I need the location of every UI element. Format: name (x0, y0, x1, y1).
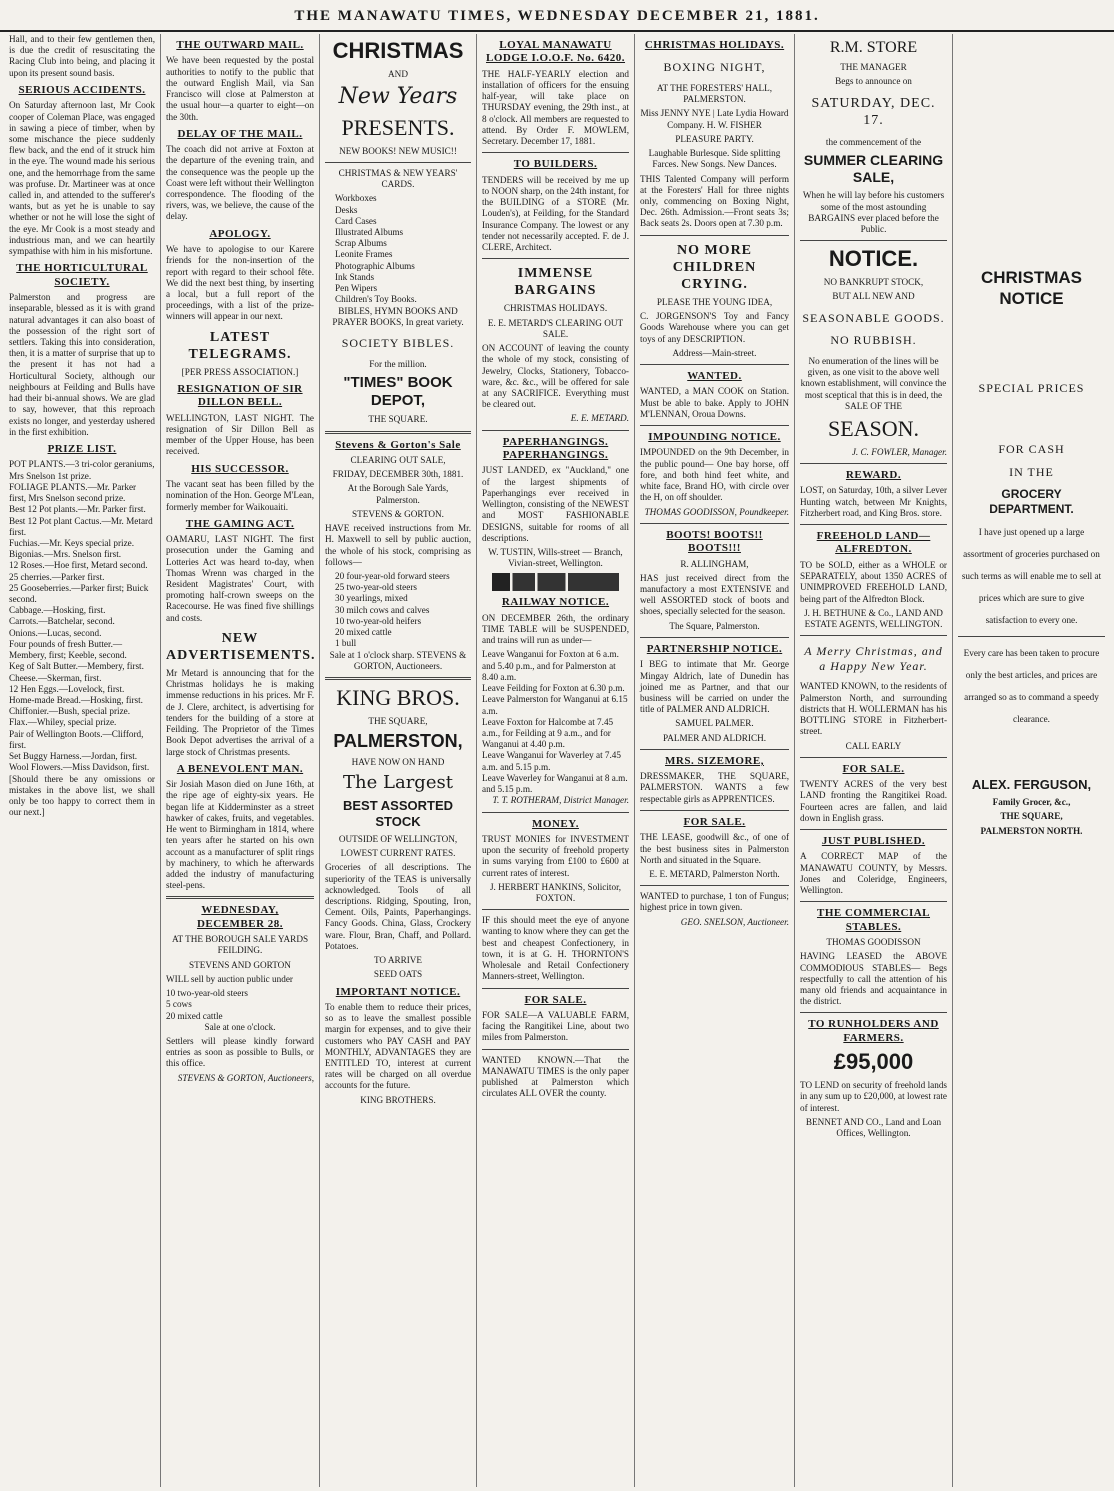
for-cash: FOR CASH (998, 442, 1065, 457)
bethune: J. H. BETHUNE & Co., LAND AND ESTATE AGENTS, WELLINGTON. (804, 607, 943, 629)
freehold-notice: TO be SOLD, either as a WHOLE or SEPARATELY, about 1350 ACRES of UNIMPROVED FREEHOLD LAND, being part of the Alfredton Block. (800, 559, 947, 604)
fungus-wanted: WANTED to purchase, 1 ton of Fungus; highest price in town given. (640, 891, 789, 913)
list-item: Wool Flowers.—Miss Davidson, first. (9, 762, 150, 773)
divider (640, 425, 789, 426)
signature: STEVENS & GORTON, Auctioneers, (177, 1072, 314, 1083)
palmerston-north: PALMERSTON NORTH. (980, 825, 1083, 836)
list-item: Leave Waverley for Wanganui at 8 a.m. and 5.15 p.m. (482, 772, 628, 795)
divider (640, 885, 789, 886)
lodge-notice: THE HALF-YEARLY election and installation of officers for the ensuing half-year, will take place on THURSDAY evening, the 29th inst., at 8 o'clock. All members are requested to attend. By Order F. MOWLEM, Secretary. December 17, 1881. (482, 68, 629, 147)
list-item: Fuchias.—Mr. Keys special prize. (9, 537, 135, 548)
and-label: AND (388, 68, 408, 79)
instructions: HAVE received instructions from Mr. H. Maxwell to sell by public auction, the whole of his stock, comprising as follows— (325, 523, 471, 567)
heading-reward: REWARD. (845, 469, 902, 482)
aldrich: PALMER AND ALDRICH. (662, 732, 767, 743)
divider (800, 635, 947, 636)
company-notice: THIS Talented Company will perform at the Foresters' Hall for three nights only, commencing on Boxing Night, Dec. 26th. Admission.—Front seats 3s; Back seats 2s. Doors open at 7.30 p.m. (640, 173, 789, 229)
lots-list (325, 571, 471, 650)
hankins: J. HERBERT HANKINS, Solicitor, FOXTON. (489, 881, 622, 904)
wollerman: WANTED KNOWN, to the residents of Palmerston North, and surrounding districts that H. WOLLERMAN has his BOTTLING STORE in Fitzherbert-street. (800, 681, 947, 737)
list-item: 30 yearlings, mixed (335, 593, 408, 604)
heading-runholders: TO RUNHOLDERS AND FARMERS. (808, 1018, 939, 1044)
divider (482, 430, 629, 431)
king-square: THE SQUARE, (368, 715, 428, 726)
list-item: POT PLANTS.—3 tri-color geraniums, Mrs Snelson 1st prize. (9, 459, 155, 481)
all-new: BUT ALL NEW AND (832, 291, 915, 302)
stock-list (166, 988, 314, 1022)
list-item: Children's Toy Books. (335, 294, 417, 305)
list-item: Cheese.—Skerman, first. (9, 672, 102, 683)
the-square: THE SQUARE. (368, 414, 428, 425)
mail-article: We have been requested by the postal authorities to notify to the public that the outward English Mail, via San Francisco will close at Palmerston at the usual hour—a quarter to eight—on the 30th. (166, 55, 314, 122)
fowler: J. C. FOWLER, Manager. (851, 446, 947, 457)
heading-prize-list: PRIZE LIST. (47, 443, 117, 455)
money-notice: TRUST MONIES for INVESTMENT upon the security of freehold property in sums varying from £100 to £600 at current rates of interest. (482, 833, 629, 878)
list-item: Pen Wipers (335, 283, 378, 294)
important-notice: To enable them to reduce their prices, so as to leave the smallest possible margin for expenses, and to give their customers who PAY CASH and PAY MONTHLY, ADVANTAGES they are ENTITLED TO, interest at current rates will be charged on all overdue accounts for the future. (325, 1001, 471, 1091)
metard-sale: E. E. METARD'S CLEARING OUT SALE. (487, 317, 624, 339)
confectionery: IF this should meet the eye of anyone wanting to know where they can get the best and cheapest Confectionery, in town, it is at G. H. THORNTON'S Wholesale and Retail Confectionery Manners-street, Wellington. (482, 915, 629, 982)
manager: THE MANAGER (840, 61, 907, 72)
divider (640, 235, 789, 236)
spacer (958, 313, 1105, 373)
groceries: Groceries of all descriptions. The superiority of the TEAS is universally acknowledged. Tools of all descriptions. Ridging, Spouting, Iron, Cement. Oils, Paints, Paperhangings. Fancy Goods. China, Glass, Crockery ware. Flour, Bran, Chaff, and Pollard. Potatoes. (325, 862, 471, 951)
list-item: Photographic Albums (335, 260, 415, 271)
merry-christmas: A Merry Christmas, and a Happy New Year. (804, 644, 943, 673)
sale-time: Sale at one o'clock. (204, 1021, 276, 1032)
heading-important-notice: IMPORTANT NOTICE. (335, 985, 461, 998)
heading-gaming-act: THE GAMING ACT. (185, 517, 295, 530)
twenty-acres: TWENTY ACRES of the very best LAND fronting the Rangitikei Road. Fourteen acres are fallen, and laid down in English grass. (800, 779, 947, 823)
list-item: Workboxes (335, 193, 377, 204)
heading-lodge: LOYAL MANAWATU LODGE I.O.O.F. No. 6420. (485, 39, 626, 65)
apology-article: We have to apologise to our Karere friends for the non-insertion of the report with regard to their school fête. We did the next best thing, by inserting a local, but a full report of the proceedings, with a list of the prize-winners will appear in our next. (166, 244, 314, 322)
lend-notice: TO LEND on security of freehold lands in any sum up to £20,000, at lowest rate of interest. (800, 1080, 947, 1113)
heading-freehold: FREEHOLD LAND—ALFREDTON. (816, 530, 931, 556)
grocery-department: GROCERY DEPARTMENT. (989, 487, 1074, 516)
list-item: FOLIAGE PLANTS.—Mr. Parker first, Mrs Snelson second prize. (9, 481, 137, 504)
heading-benevolent-man: A BENEVOLENT MAN. (176, 762, 304, 775)
heading-resignation: RESIGNATION OF SIR DILLON BELL. (177, 382, 303, 409)
list-item: Cabbage.—Hosking, first. (9, 605, 106, 616)
begs: Begs to announce on (835, 75, 912, 86)
builders-notice: TENDERS will be received by me up to NOON sharp, on the 24th instant, for the BUILDING of a STORE (Mr. Louden's), at Feilding, for the Standard Insurance Company. The lowest or any tender not necessarily accepted. F. de J. CLERE, Architect. (482, 174, 629, 253)
tustin: W. TUSTIN, Wills-street — Branch, Vivian-street, Wellington. (488, 546, 623, 569)
railway-notice: ON DECEMBER 26th, the ordinary TIME TABLE will be SUSPENDED, and trains will run as under— (482, 612, 629, 646)
ferguson-square: THE SQUARE, (1000, 811, 1063, 822)
list-item: Leave Wanganui for Waverley at 7.45 a.m. and 5.15 p.m. (482, 750, 621, 772)
family-grocer: Family Grocer, &c., (992, 797, 1071, 808)
wanted-known: WANTED KNOWN.—That the MANAWATU TIMES is the only paper published at Palmerston which circulates ALL OVER the county. (482, 1054, 629, 1099)
divider (640, 810, 789, 811)
call-early: CALL EARLY (845, 740, 902, 751)
heading-partnership: PARTNERSHIP NOTICE. (646, 642, 783, 655)
items-list (325, 193, 471, 305)
list-item: 25 Gooseberries.—Parker first; Buick second. (9, 582, 149, 605)
list-item: Carrots.—Batchelar, second. (9, 616, 115, 627)
list-item: 20 mixed cattle (335, 627, 392, 638)
palmer: SAMUEL PALMER. (675, 718, 754, 729)
paper-notice: JUST LANDED, ex "Auckland," one of the largest shipments of Paperhangings ever received in Wellington, consisting of the NEWEST and MOST FASHIONABLE DESIGNS, suitable for rooms of all descriptions. (482, 465, 629, 543)
sizemore-notice: DRESSMAKER, THE SQUARE, PALMERSTON. WANTS a few respectable girls as APPRENTICES. (640, 771, 789, 804)
heading-latest-telegrams: LATEST TELEGRAMS. (188, 329, 292, 362)
divider (800, 901, 947, 902)
snelson: GEO. SNELSON, Auctioneer. (680, 916, 789, 927)
train-illustration (492, 573, 619, 591)
stevens-gorton: STEVENS AND GORTON (189, 959, 291, 970)
column-2 (161, 34, 320, 1487)
divider (325, 162, 471, 163)
heading-boots: BOOTS! BOOTS!! BOOTS!!! (666, 528, 763, 555)
column-3 (320, 34, 477, 1487)
cards: CHRISTMAS & NEW YEARS' CARDS. (338, 167, 458, 190)
lease-notice: THE LEASE, goodwill &c., of one of the best business sites in Palmerston North and situated in the Square. (640, 832, 789, 865)
please-young: PLEASE THE YOUNG IDEA, (656, 296, 773, 307)
list-item: Scrap Albums (335, 238, 387, 249)
spacer (958, 733, 1105, 773)
borough-yards: AT THE BOROUGH SALE YARDS FEILDING. (171, 934, 309, 956)
the-largest: The Largest (343, 772, 453, 794)
heading-outward-mail: THE OUTWARD MAIL. (176, 39, 304, 51)
seasonable: SEASONABLE GOODS. (802, 310, 945, 325)
stables-notice: HAVING LEASED the ABOVE COMMODIOUS STABLES— Begs respectfully to call the attention of his many old friends and acquaintance in the district. (800, 951, 947, 1007)
divider (325, 677, 471, 680)
list-item: Leonite Frames (335, 249, 393, 260)
address: Address—Main-street. (672, 347, 757, 358)
gaming-article: OAMARU, LAST NIGHT. The first prosecution under the Gaming and Lotteries Act was heard to-day, when Thomas Wrenn was charged in the Resident Magistrates' Court, with promoting half-crown sweeps on the Racecourse. He was fined five shillings and costs. (166, 534, 314, 623)
opened-text: I have just opened up a large assortment of groceries purchased on such terms as will enable me to sell at prices which are sure to give satisfaction to every one. (961, 526, 1102, 625)
divider (958, 636, 1105, 637)
divider (482, 1049, 629, 1050)
list-item: 12 Hen Eggs.—Lovelock, first. (9, 683, 125, 694)
list-item: Leave Feilding for Foxton at 6.30 p.m. (482, 683, 625, 694)
metard-signature: E. E. METARD. (570, 413, 629, 424)
heading-apology: APOLOGY. (209, 227, 271, 240)
divider (482, 258, 629, 259)
heading-new-advertisements: NEW ADVERTISEMENTS. (166, 630, 316, 663)
divider (800, 757, 947, 758)
christmas-title: CHRISTMAS (332, 38, 464, 63)
list-item: Four pounds of fresh Butter.—Membery, first; Keeble, second. (9, 638, 127, 661)
outside-wellington: OUTSIDE OF WELLINGTON, (338, 833, 458, 844)
list-item: Flax.—Whiley, special prize. (9, 717, 117, 728)
heading-stables: THE COMMERCIAL STABLES. (816, 907, 931, 933)
list-item: 10 two-year-old heifers (335, 615, 422, 626)
list-item: Best 12 Pot plant Cactus.—Mr. Metard first. (9, 515, 153, 537)
accidents-article: On Saturday afternoon last, Mr Cook cooper of Coleman Place, was engaged in sawing a piece of timber, when by some mischance the piece suddenly flew back, and the end of it struck him in the eye. The wound made his serious one, and the hemorrhage from the same was profuse. Dr. Martineer was at once called in, and attended to the sufferer's wants, but as yet he is unable to say whether or not he will lose the sight of the eye. Mr Cook is a most steady and industrious man, and we can heartily sympathise with him in his misfortune. (9, 100, 155, 257)
list-item: Ink Stands (335, 271, 375, 282)
summer-sale: SUMMER CLEARING SALE, (803, 152, 944, 186)
divider (482, 812, 629, 813)
divider (166, 896, 314, 899)
successor-article: The vacant seat has been filled by the nomination of the Hon. George M'Lean, formerly member for Waikouaiti. (166, 479, 314, 512)
column-1 (4, 34, 161, 1487)
rm-store: R.M. STORE (829, 39, 918, 56)
list-item: Set Buggy Harness.—Jordan, first. (9, 751, 138, 762)
heading-serious-accidents: SERIOUS ACCIDENTS. (18, 83, 146, 96)
list-item: 30 milch cows and calves (335, 604, 430, 615)
society-bibles: SOCIETY BIBLES. (341, 335, 455, 350)
allingham: R. ALLINGHAM, (680, 558, 749, 569)
divider (640, 364, 789, 365)
column-4 (477, 34, 635, 1487)
heading-bargains: IMMENSE BARGAINS (514, 266, 597, 299)
list-item: Pair of Wellington Boots.—Clifford, first. (9, 728, 144, 750)
columns (4, 34, 1110, 1487)
when: When he will lay before his customers some of the most astounding BARGAINS ever placed before the Public. (802, 190, 945, 235)
list-item: Leave Foxton for Halcombe at 7.45 a.m., for Feilding at 9 a.m., and for Wanganui at 4.40 p.m. (482, 716, 614, 750)
best-stock: BEST ASSORTED STOCK (342, 798, 454, 830)
heading-stevens-sale: Stevens & Gorton's Sale (335, 438, 461, 451)
heading-sizemore: MRS. SIZEMORE, (665, 754, 764, 767)
list-item: 20 four-year-old forward steers (335, 571, 450, 582)
have-now: HAVE NOW ON HAND (351, 756, 445, 767)
cast: Miss JENNY NYE | Late Lydia Howard Company. H. W. FISHER (640, 108, 789, 130)
pleasure-party: PLEASURE PARTY. (675, 133, 754, 144)
for-million: For the million. (369, 358, 427, 369)
list-item: Home-made Bread.—Hosking, first. (9, 695, 143, 705)
divider (800, 463, 947, 464)
heading-for-sale: FOR SALE. (842, 762, 905, 775)
list-item: Best 12 Pot plants.—Mr. Parker first. (9, 504, 146, 515)
clearing-sale: CLEARING OUT SALE, (350, 455, 446, 466)
horticultural-article: Palmerston and progress are inseparable, blessed as it is with grand natural advantages it can also boast of the possession of the right sort of settlers. Taking this into consideration, then, it is a matter of surprise that up to the present it has not had a Horticultural Society, although our neighbours at Feilding and Bulls have had their bi-annual shows. We are glad to say, however, that this reproach exists no longer, and yesterday ushered in the first exhibition. (9, 292, 155, 437)
press-association: [PER PRESS ASSOCIATION.] (181, 366, 299, 377)
prize-list (9, 459, 155, 773)
intro-paragraph: Hall, and to their few gentlemen then, is due the credit of resuscitating the Racing Club into being, and placing it upon its present sound basis. (9, 34, 155, 78)
list-item: Bigonias.—Mrs. Snelson first. (9, 549, 122, 560)
sale-firm: STEVENS & GORTON. (352, 508, 444, 519)
heading-wanted: WANTED. (687, 369, 742, 382)
partnership-notice: I BEG to intimate that Mr. George Mingay Aldrich, late of Dunedin has joined me as Partner, and that our business will be carried on under the title of PALMER AND ALDRICH. (640, 659, 789, 715)
heading-impounding: IMPOUNDING NOTICE. (648, 431, 781, 444)
alex-ferguson: ALEX. FERGUSON, (971, 777, 1092, 793)
new-books: NEW BOOKS! NEW MUSIC!! (339, 145, 457, 156)
cook-wanted: WANTED, a MAN COOK on Station. Must be able to bake. Apply to JOHN M'LENNAN, Oroua Downs. (640, 386, 789, 419)
bibles: BIBLES, HYMN BOOKS AND PRAYER BOOKS, In great variety. (332, 305, 464, 327)
benevolent-article: Sir Josiah Mason died on June 16th, at the ripe age of eighty-six years. He began life at Kidderminster as a street hawker of cakes, fruits, and vegetables. He went to Birmingham in 1814, where ten years after he started on his own account as a manufacturer of split rings by machinery, to which he afterwards added the industry of manufacturing steel-pens. (166, 779, 314, 891)
masthead-title: THE MANAWATU TIMES, WEDNESDAY DECEMBER 21, 1881. (294, 8, 820, 24)
saturday: SATURDAY, DEC. 17. (811, 95, 936, 129)
goodison: THOMAS GOODISSON, Poundkeeper. (644, 506, 789, 517)
to-arrive: TO ARRIVE (373, 955, 423, 966)
column-5 (635, 34, 795, 1487)
heading-horticultural-society: THE HORTICULTURAL SOCIETY. (16, 262, 148, 288)
new-ads-article: Mr Metard is announcing that for the Christmas holidays he is making immense reductions in his prices. Mr F. de J. Clere, architect, is advertising for tenders for the building of a store at Feilding. The Proprietor of the Times Book Depot advertises the arrival of a large stock of Christmas presents. (166, 668, 314, 757)
divider (800, 240, 947, 241)
heading-successor: HIS SUCCESSOR. (191, 462, 289, 475)
heading-for-sale: FOR SALE. (683, 815, 746, 828)
new-years-title: New Years (338, 84, 458, 110)
resignation-article: WELLINGTON, LAST NIGHT. The resignation of Sir Dillon Bell as member of the Upper House, has been received. (166, 412, 314, 457)
heading-christmas-holidays: CHRISTMAS HOLIDAYS. (644, 39, 785, 51)
notice: NOTICE. (828, 246, 919, 272)
holidays: CHRISTMAS HOLIDAYS. (503, 303, 608, 314)
list-item: Illustrated Albums (335, 227, 404, 238)
list-item: 20 mixed cattle (166, 1010, 223, 1021)
book-depot: "TIMES" BOOK DEPOT, (343, 373, 453, 410)
footnote: [Should there be any omissions or mistakes in the above list, we shall only be too happy to correct them in our next.] (9, 773, 155, 818)
column-6 (795, 34, 953, 1487)
heading-delay-mail: DELAY OF THE MAIL. (177, 127, 303, 140)
heading-paperhangings: PAPERHANGINGS. PAPERHANGINGS. (502, 435, 609, 462)
bennet: BENNET AND CO., Land and Loan Offices, Wellington. (805, 1116, 942, 1138)
list-item: Leave Palmerston for Wanganui at 6.15 a.m. (482, 694, 628, 716)
presents-title: PRESENTS. (341, 114, 455, 140)
no-rubbish: NO RUBBISH. (830, 333, 917, 348)
divider (800, 524, 947, 525)
season: SEASON. (827, 415, 920, 441)
divider (640, 637, 789, 638)
heading-no-more-children: NO MORE CHILDREN CRYING. (672, 242, 757, 292)
map-notice: A CORRECT MAP of the MANAWATU COUNTY, by Messrs. Jones and Coleridge, Engineers, Wellington. (800, 851, 947, 896)
rotheram-signature: T. T. ROTHERAM, District Manager. (492, 795, 629, 806)
sale-terms: Settlers will please kindly forward entries as soon as possible to Bulls, or this office. (166, 1035, 314, 1069)
rubbish-text: No enumeration of the lines will be given, as one visit to the above well known establishment, will convince the most sceptical that this is in deed, the SALE OF THE (800, 355, 947, 411)
farm-sale: FOR SALE—A VALUABLE FARM, facing the Rangitikei Line, about two miles from Palmerston. (482, 1009, 629, 1043)
divider (640, 523, 789, 524)
list-item: Card Cases (335, 215, 377, 226)
list-item: Keg of Salt Butter.—Membery, first. (9, 661, 144, 672)
list-item: 10 two-year-old steers (166, 988, 248, 999)
no-bankrupt: NO BANKRUPT STOCK, (823, 277, 924, 288)
foresters-hall: AT THE FORESTERS' HALL, PALMERSTON. (656, 83, 773, 105)
jorgenson: C. JORGENSON'S Toy and Fancy Goods Warehouse where you can get toys of any DESCRIPTION. (640, 311, 789, 344)
list-item: Chiffonier.—Bush, special prize. (9, 706, 131, 717)
sale-yards: At the Borough Sale Yards, Palmerston. (347, 483, 449, 505)
heading-railway: RAILWAY NOTICE. (501, 596, 610, 609)
heading-money: MONEY. (532, 817, 579, 830)
heading-just-published: JUST PUBLISHED. (821, 835, 926, 848)
lowest-rates: LOWEST CURRENT RATES. (340, 848, 456, 859)
divider (800, 1012, 947, 1013)
column-7 (953, 34, 1110, 1487)
delay-article: The coach did not arrive at Foxton at the departure of the evening train, and the consequence was the people up the Coast were left without their Wellington correspondence. The flooding of the rivers, was, we believe, the cause of the delay. (166, 144, 314, 222)
goodisson: THOMAS GOODISSON (826, 937, 921, 948)
divider (800, 829, 947, 830)
divider (482, 909, 629, 910)
boxing-night: BOXING NIGHT, (663, 60, 766, 75)
seed-oats: SEED OATS (373, 969, 423, 980)
auction-notice: WILL sell by auction public under (166, 973, 293, 984)
list-item: Onions.—Lucas, second. (9, 627, 102, 638)
palmerston: PALMERSTON, (333, 731, 463, 752)
heading-wednesday: WEDNESDAY, DECEMBER 28. (196, 904, 284, 930)
special-prices: SPECIAL PRICES (978, 381, 1085, 396)
list-item: 25 two-year-old steers (335, 582, 417, 593)
divider (325, 431, 471, 434)
list-item: Desks (335, 204, 358, 215)
heading-builders: TO BUILDERS. (513, 158, 598, 171)
divider (640, 749, 789, 750)
king-signature: KING BROTHERS. (360, 1094, 436, 1105)
metard: E. E. METARD, Palmerston North. (649, 868, 780, 879)
reward-notice: LOST, on Saturday, 10th, a silver Lever Hunting watch, between Mr Knights, Fitzherbert road, and King Bros. store. (800, 485, 947, 518)
loan-amount: £95,000 (833, 1049, 914, 1075)
in-the: IN THE (1009, 464, 1054, 479)
boots-notice: HAS just received direct from the manufactory a most EXTENSIVE and well ASSORTED stock of boots and shoes, specially selected for the season. (640, 572, 789, 617)
list-item: 5 cows (166, 999, 192, 1010)
impound-notice: IMPOUNDED on the 9th December, in the public pound— One bay horse, off fore, and both hind feet white, and white face, Brand HO, with circle over the H, on off shoulder. (640, 447, 789, 503)
care-text: Every care has been taken to procure only the best articles, and prices are arranged so as to command a speedy clearance. (963, 647, 1100, 725)
sale-time: Sale at 1 o'clock sharp. STEVENS & GORTON, Auctioneers. (329, 649, 467, 671)
train-times (482, 649, 629, 795)
king-bros: KING BROS. (336, 684, 460, 710)
list-item: 12 Roses.—Hoe first, Metard second. (9, 560, 148, 571)
list-item: 25 cherries.—Parker first. (9, 571, 105, 582)
boots-address: The Square, Palmerston. (669, 620, 760, 631)
divider (482, 988, 629, 989)
christmas-notice: CHRISTMAS NOTICE (980, 268, 1083, 308)
heading-for-sale: FOR SALE. (524, 993, 587, 1006)
list-item: Leave Wanganui for Foxton at 6 a.m. and 5.40 p.m., and for Palmerston at 8.40 a.m. (482, 649, 619, 682)
spacer (958, 34, 1105, 264)
divider (482, 152, 629, 153)
account-notice: ON ACCOUNT of leaving the county the whole of my stock, consisting of Jewelry, Clocks, Stationery, Tobacco-ware, &c. &c., will be offered for sale at any SACRIFICE. Everything must be cleared out. (482, 343, 629, 410)
sale-date: FRIDAY, DECEMBER 30th, 1881. (332, 469, 464, 480)
commencement: the commencement of the (825, 137, 922, 148)
list-item: 1 bull (335, 638, 357, 649)
masthead (0, 0, 1114, 32)
spacer (958, 404, 1105, 434)
show-items: Laughable Burlesque. Side splitting Farces. New Songs. New Dances. (648, 148, 781, 170)
